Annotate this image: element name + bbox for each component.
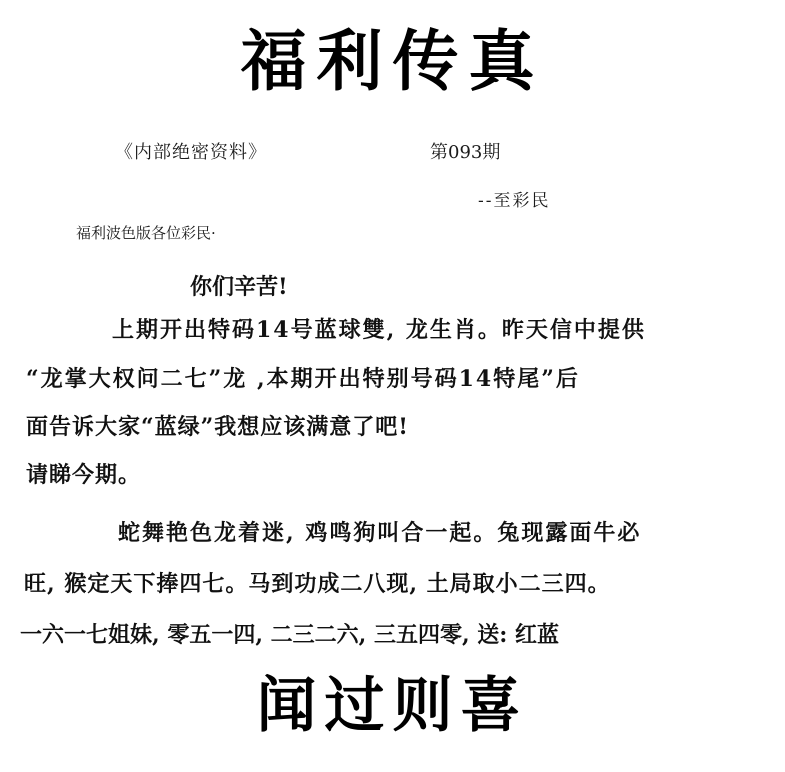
body-line-6: 旺, 猴定天下捧四七。马到功成二八现, 土局取小二三四。 (24, 571, 611, 597)
issue-number: 第093期 (430, 142, 501, 163)
body-line-1: 上期开出特码14号蓝球雙, 龙生肖。昨天信中提供 (112, 317, 646, 343)
document-title: 福利传真 (240, 22, 545, 100)
closing-phrase: 闻过则喜 (256, 671, 529, 741)
document-subtitle: 《内部绝密资料》 (115, 142, 267, 163)
body-line-4: 请睇今期。 (26, 462, 142, 488)
body-line-2: “龙掌大权问二七”龙 ,本期开出特别号码14特尾”后 (26, 366, 580, 392)
greeting: 你们辛苦! (190, 274, 288, 300)
author-line: --至彩民 (478, 191, 551, 211)
body-line-7: 一六一七姐妹, 零五一四, 二三二六, 三五四零, 送: 红蓝 (20, 622, 560, 648)
salutation: 福利波色版各位彩民· (76, 224, 216, 242)
body-line-3: 面告诉大家“蓝绿”我想应该满意了吧! (26, 414, 409, 440)
body-line-5: 蛇舞艳色龙着迷, 鸡鸣狗叫合一起。兔现露面牛必 (118, 520, 642, 546)
